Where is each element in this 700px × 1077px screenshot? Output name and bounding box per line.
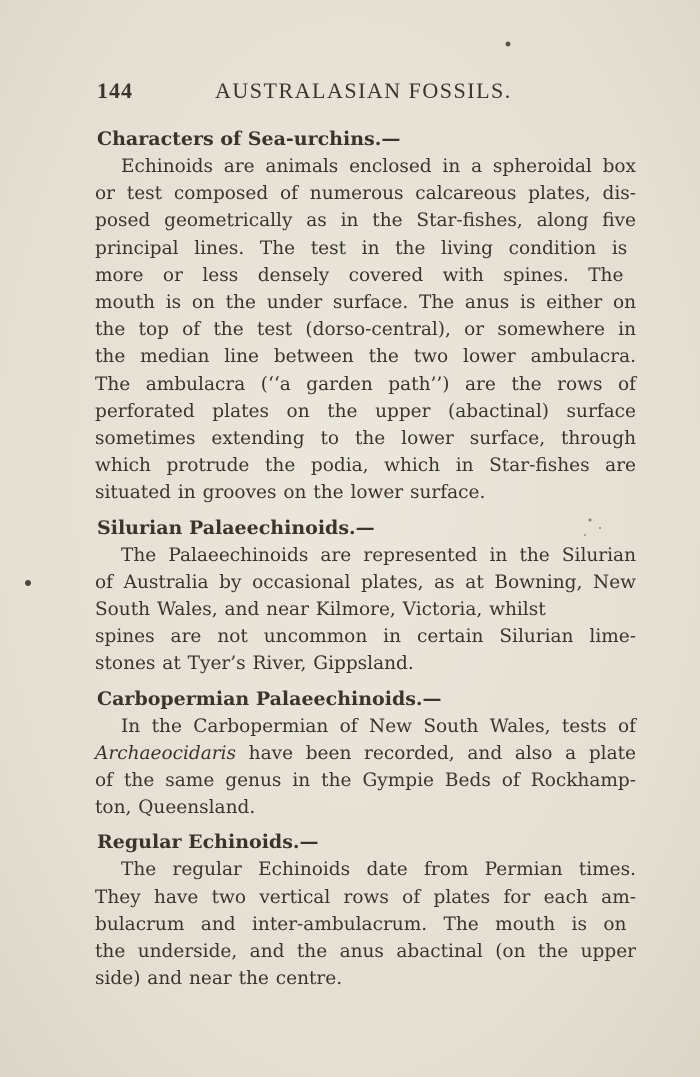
section-sea-urchins bbox=[95, 126, 636, 507]
paragraph bbox=[95, 542, 636, 678]
running-title: AUSTRALASIAN FOSSILS. bbox=[215, 78, 512, 103]
text-line: of the same genus in the Gympie Beds of Rockhamp- bbox=[95, 770, 636, 792]
paragraph bbox=[95, 713, 636, 822]
text-line: more or less densely covered with spines. The bbox=[95, 264, 624, 286]
page-body bbox=[95, 126, 636, 1000]
text-line: principal lines. The test in the living condition is bbox=[95, 237, 628, 259]
text-line: which protrude the podia, which in Star-fishes are bbox=[95, 455, 636, 477]
text-line: The regular Echinoids date from Permian times. bbox=[121, 859, 636, 881]
section-silurian-palaeechinoids bbox=[95, 515, 636, 678]
text-line bbox=[95, 740, 636, 767]
text-line: In the Carbopermian of New South Wales, tests of bbox=[121, 715, 636, 737]
text-line: of Australia by occasional plates, as at Bowning, New bbox=[95, 571, 636, 593]
section-carbopermian-palaeechinoids bbox=[95, 686, 636, 822]
section-regular-echinoids bbox=[95, 829, 636, 992]
text-line: They have two vertical rows of plates for each am- bbox=[95, 886, 636, 908]
genus-name: Archaeocidaris bbox=[95, 742, 236, 764]
text-line: bulacrum and inter-ambulacrum. The mouth is on bbox=[95, 913, 627, 935]
page-header bbox=[97, 74, 537, 114]
text-line: Echinoids are animals enclosed in a spheroidal box bbox=[121, 156, 636, 177]
text-line: the underside, and the anus abactinal (on the upper bbox=[95, 941, 636, 963]
text-line: The Palaeechinoids are represented in the Silurian bbox=[121, 544, 636, 566]
text-line: sometimes extending to the lower surface, through bbox=[95, 428, 636, 450]
section-heading: Carbopermian Palaeechinoids.— bbox=[97, 687, 442, 710]
text-line: posed geometrically as in the Star-fishes, along five bbox=[95, 210, 636, 232]
section-heading: Regular Echinoids.— bbox=[97, 831, 319, 854]
text-line: The ambulacra (‘‘a garden path’’) are the rows of bbox=[95, 373, 636, 395]
paragraph bbox=[95, 153, 636, 507]
section-heading: Characters of Sea-urchins.— bbox=[97, 128, 401, 150]
text-line: the median line between the two lower ambulacra. bbox=[95, 346, 636, 368]
text-line: perforated plates on the upper (abactinal) surface bbox=[95, 400, 636, 422]
paragraph bbox=[95, 856, 636, 992]
text-fragment: have been recorded, and also a plate bbox=[236, 742, 636, 764]
text-line: South Wales, and near Kilmore, Victoria, whilst bbox=[95, 599, 546, 621]
text-line: situated in grooves on the lower surface. bbox=[95, 482, 486, 504]
section-heading: Silurian Palaeechinoids.— bbox=[97, 516, 375, 539]
text-line: mouth is on the under surface. The anus is either on bbox=[95, 292, 636, 314]
text-line: or test composed of numerous calcareous plates, dis- bbox=[95, 183, 636, 205]
text-line: stones at Tyer’s River, Gippsland. bbox=[95, 653, 414, 675]
text-line: the top of the test (dorso-central), or somewhere in bbox=[95, 319, 636, 341]
text-line: spines are not uncommon in certain Silurian lime- bbox=[95, 626, 636, 648]
text-line: side) and near the centre. bbox=[95, 968, 343, 990]
text-line: ton, Queensland. bbox=[95, 797, 256, 819]
page-number: 144 bbox=[97, 78, 133, 103]
